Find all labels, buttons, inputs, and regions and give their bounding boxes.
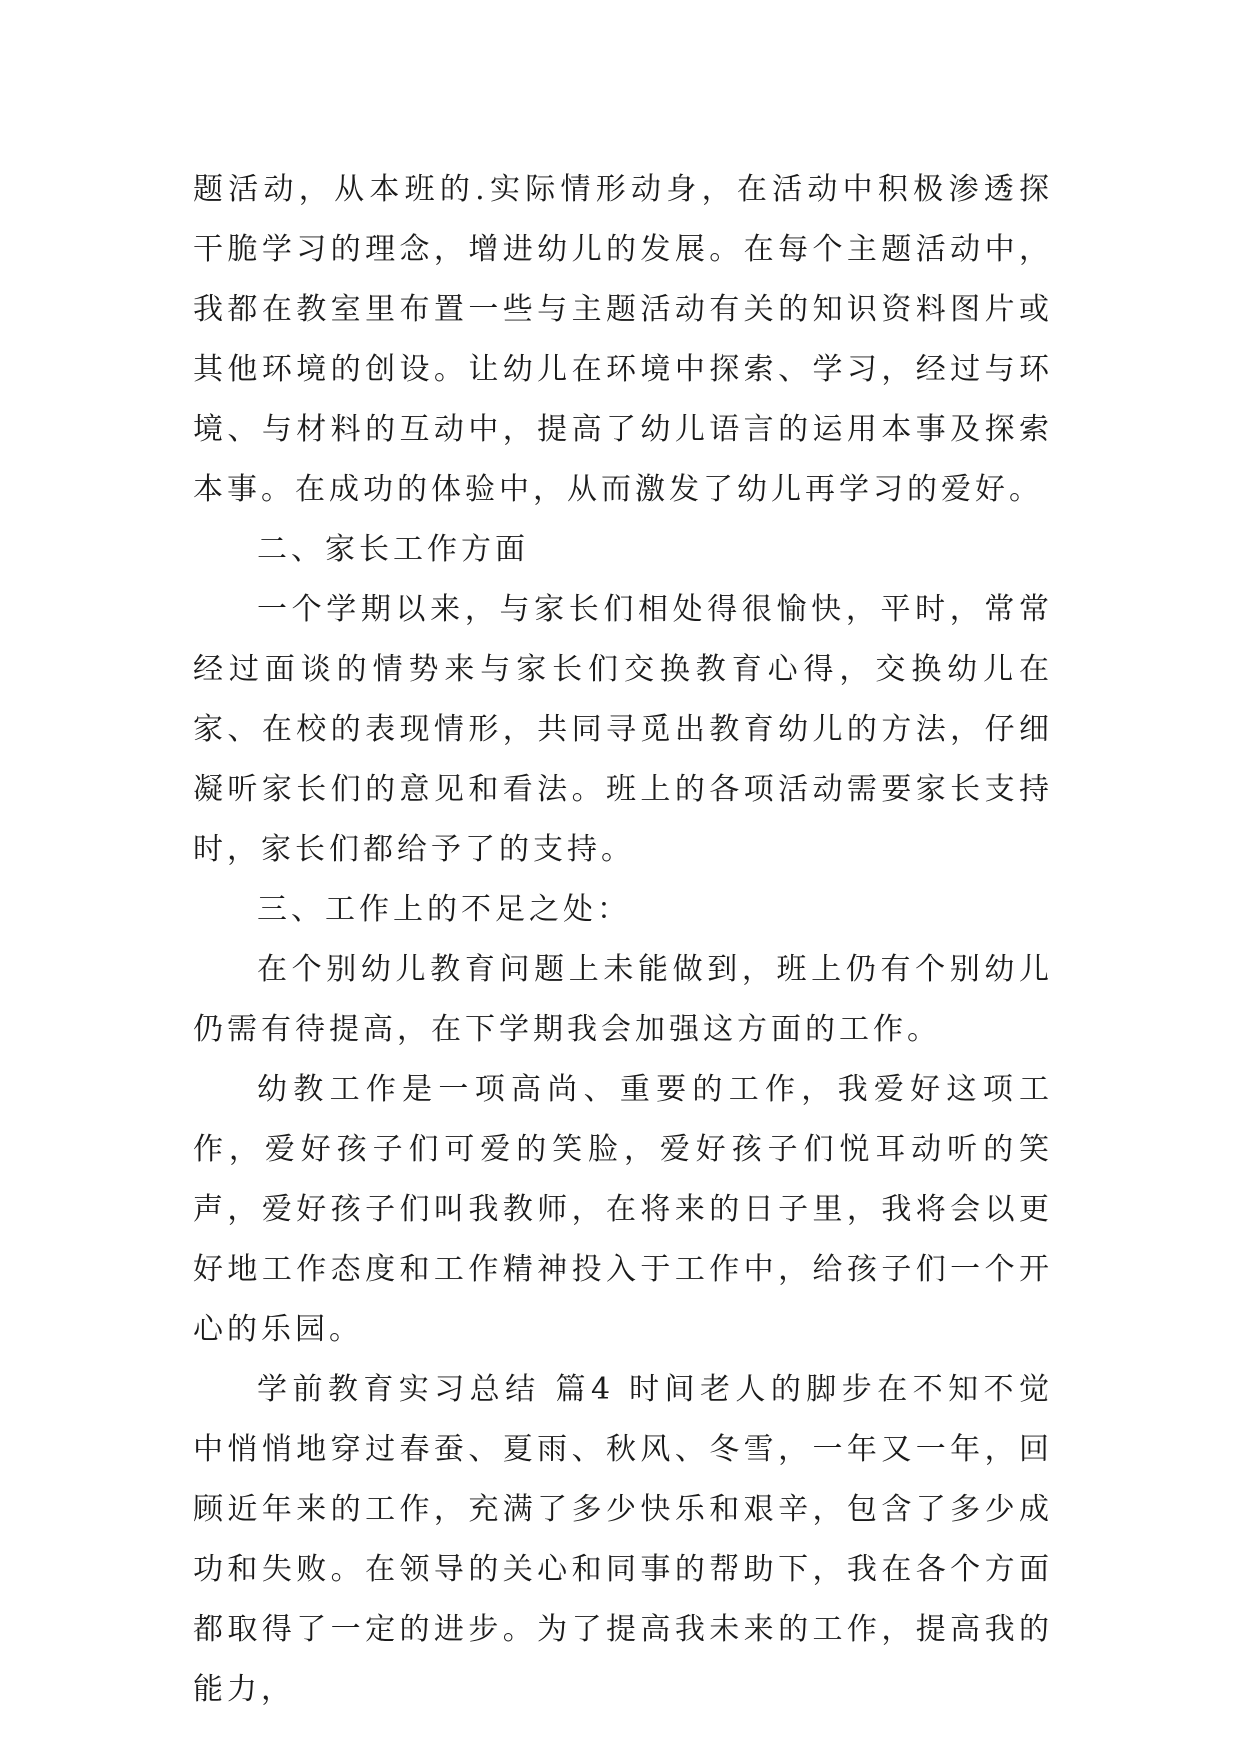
section-heading-parents: 二、家长工作方面 xyxy=(257,532,529,567)
paragraph-1: 题活动，从本班的.实际情形动身，在活动中积极渗透探干脆学习的理念，增进幼儿的发展。在每个主题活动中，我都在教室里布置一些与主题活动有关的知识资料图片或其他环境的创设。让幼儿在环境中探索、学习，经过与环境、与材料的互动中，提高了幼儿语言的运用本事及探索本事。在成功的体验中，从而激发了幼儿再学习的爱好。 xyxy=(193,172,1053,507)
paragraph-parents: 一个学期以来，与家长们相处得很愉快，平时，常常经过面谈的情势来与家长们交换教育心得，交换幼儿在家、在校的表现情形，共同寻觅出教育幼儿的方法，仔细凝听家长们的意见和看法。班上的各项活动需要家长支持时，家长们都给予了的支持。 xyxy=(193,592,1053,867)
paragraph-conclusion: 幼教工作是一项高尚、重要的工作，我爱好这项工作，爱好孩子们可爱的笑脸，爱好孩子们悦耳动听的笑声，爱好孩子们叫我教师，在将来的日子里，我将会以更好地工作态度和工作精神投入于工作中，给孩子们一个开心的乐园。 xyxy=(193,1072,1053,1347)
paragraph-part4: 学前教育实习总结 篇4 时间老人的脚步在不知不觉中悄悄地穿过春蚕、夏雨、秋风、冬雪，一年又一年，回顾近年来的工作，充满了多少快乐和艰辛，包含了多少成功和失败。在领导的关心和同事的帮助下，我在各个方面都取得了一定的进步。为了提高我未来的工作，提高我的能力， xyxy=(193,1372,1053,1707)
document-body xyxy=(193,160,1053,1720)
paragraph-shortcomings: 在个别幼儿教育问题上未能做到，班上仍有个别幼儿仍需有待提高，在下学期我会加强这方面的工作。 xyxy=(193,952,1053,1047)
section-heading-shortcomings: 三、工作上的不足之处： xyxy=(257,892,631,927)
